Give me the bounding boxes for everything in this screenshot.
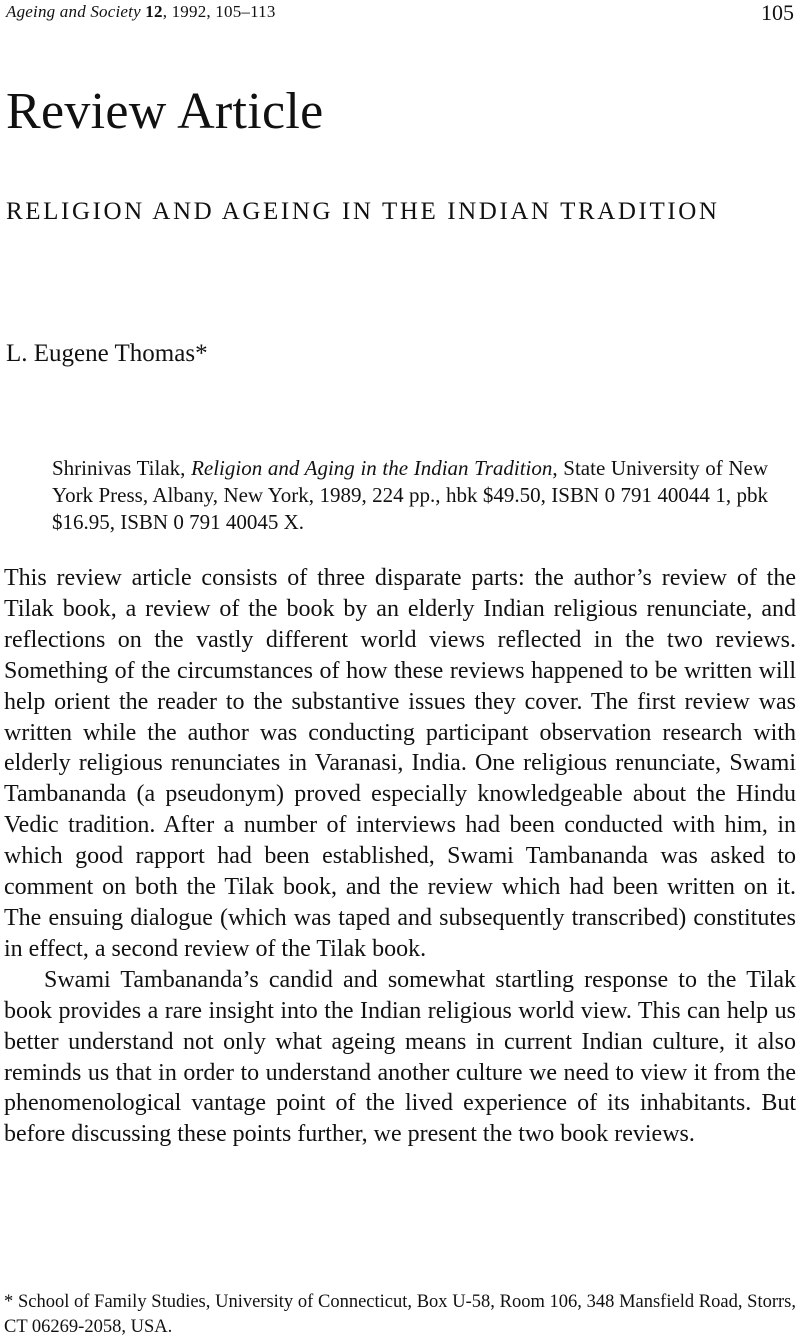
body-paragraph: Swami Tambananda’s candid and somewhat startling response to the Tilak book provides a rare insight into the Indian religious world view. This can help us better understand not only what ageing means in current Indian culture, it also reminds us that in order to understand another culture we need to view it from the phenomenological vantage point of the lived experience of its inhabitants. But before discussing these points further, we present the two book reviews.	[4, 966, 796, 1148]
book-author: Shrinivas Tilak,	[52, 456, 192, 480]
journal-name: Ageing and Society	[6, 2, 141, 21]
journal-year-pages: , 1992, 105–113	[162, 2, 276, 21]
article-type-heading: Review Article	[6, 83, 324, 140]
author-affiliation-footnote: * School of Family Studies, University of Connecticut, Box U-58, Room 106, 348 Mansfield Road, Storrs, CT 06269-2058, USA.	[4, 1292, 796, 1337]
book-reference	[52, 455, 768, 536]
running-head	[6, 2, 276, 22]
article-title: RELIGION AND AGEING IN THE INDIAN TRADITION	[6, 198, 720, 225]
article-body	[4, 563, 796, 1150]
body-paragraph: This review article consists of three disparate parts: the author’s review of the Tilak book, a review of the book by an elderly Indian religious renunciate, and reflections on the vastly different world views reflected in the two reviews. Something of the circumstances of how these reviews happened to be written will help orient the reader to the substantive issues they cover. The first review was written while the author was conducting participant observation research with elderly religious renunciates in Varanasi, India. One religious renunciate, Swami Tambananda (a pseudonym) proved especially knowledgeable about the Hindu Vedic tradition. After a number of interviews had been conducted with him, in which good rapport had been established, Swami Tambananda was asked to comment on both the Tilak book, and the review which had been written on it. The ensuing dialogue (which was taped and subsequently transcribed) constitutes in effect, a second review of the Tilak book.	[4, 565, 796, 962]
journal-volume: 12	[145, 2, 163, 21]
book-details: , State University of New York Press, Albany, New York, 1989, 224 pp., hbk $49.50, ISBN 0 791 40044 1, pbk $16.95, ISBN 0 791 40045 X.	[52, 456, 768, 534]
author-name: L. Eugene Thomas*	[6, 340, 208, 367]
page-number: 105	[761, 0, 794, 25]
book-title: Religion and Aging in the Indian Tradition	[191, 456, 553, 480]
